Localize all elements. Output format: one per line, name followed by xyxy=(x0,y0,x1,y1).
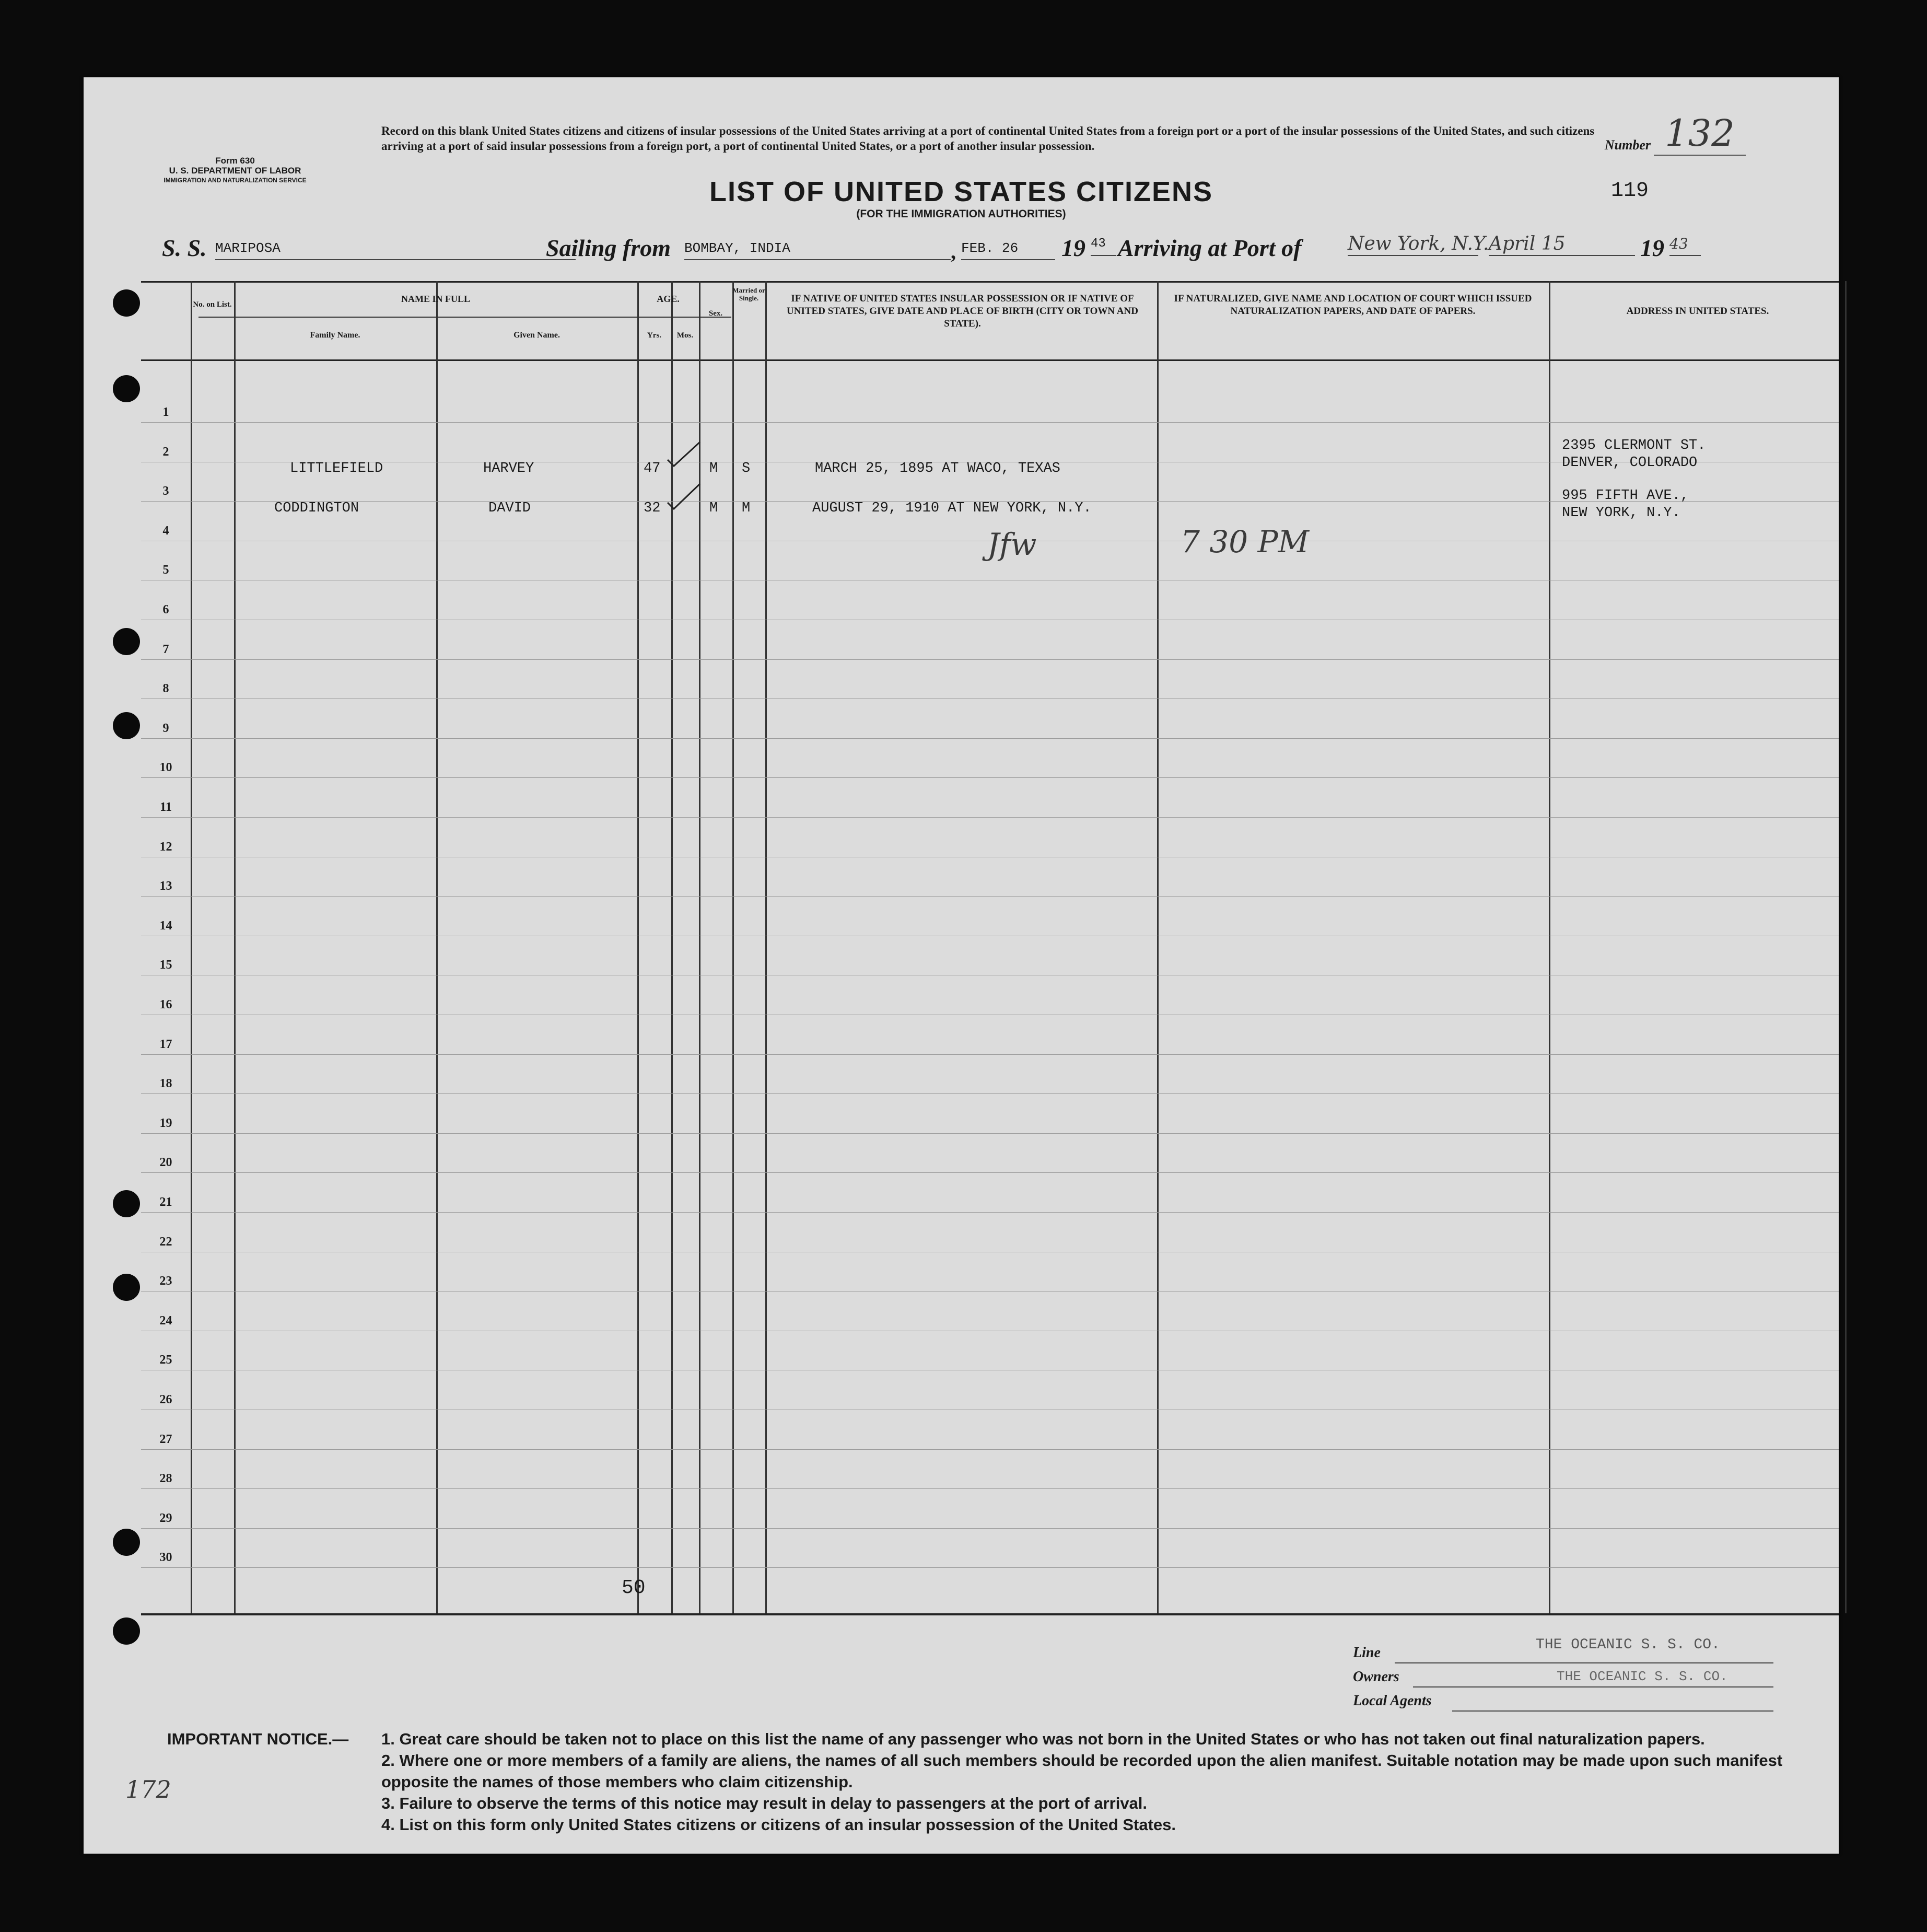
row-rule xyxy=(141,1093,1839,1094)
line-underline xyxy=(1395,1662,1773,1663)
notice-text: 3. Failure to observe the terms of this notice may result in delay to passengers at the port of arrival. xyxy=(381,1794,1148,1812)
table-bottom-rule xyxy=(141,1613,1839,1615)
departure-year: 43 xyxy=(1091,234,1116,256)
row-rule xyxy=(141,1567,1839,1568)
header-address: ADDRESS IN UNITED STATES. xyxy=(1626,306,1769,317)
binder-hole xyxy=(113,375,140,402)
notice-item xyxy=(167,1728,1818,1750)
row-number: 7 xyxy=(162,643,169,656)
row-number: 28 xyxy=(159,1472,172,1485)
family-name: CODDINGTON xyxy=(274,501,359,516)
header-age: AGE. xyxy=(657,294,680,304)
address-line-1: 995 FIFTH AVE., xyxy=(1562,488,1689,504)
given-name: DAVID xyxy=(488,501,531,516)
header-given-name: Given Name. xyxy=(513,331,560,340)
owners-underline xyxy=(1413,1686,1773,1687)
header-naturalized: IF NATURALIZED, GIVE NAME AND LOCATION OF COURT WHICH ISSUED NATURALIZATION PAPERS, AND DATE OF PAPERS. xyxy=(1174,293,1532,317)
row-rule xyxy=(141,777,1839,778)
header-number: No. on List. xyxy=(193,300,232,309)
row-rule xyxy=(141,422,1839,423)
sequence-number: 119 xyxy=(1610,179,1649,203)
ss-label: S. S. xyxy=(162,235,207,261)
row-number: 6 xyxy=(162,603,169,616)
header-months: Mos. xyxy=(676,331,694,340)
departure-year-prefix: 19 xyxy=(1061,235,1085,261)
birth-details: MARCH 25, 1895 AT WACO, TEXAS xyxy=(815,461,1060,476)
row-rule xyxy=(141,1449,1839,1450)
important-notice xyxy=(167,1728,1818,1835)
arrival-year-prefix: 19 xyxy=(1640,235,1664,261)
binder-hole xyxy=(113,1190,140,1217)
birth-details: AUGUST 29, 1910 AT NEW YORK, N.Y. xyxy=(812,501,1092,516)
form-title: LIST OF UNITED STATES CITIZENS xyxy=(709,176,1213,207)
row-rule xyxy=(141,1133,1839,1134)
total-count: 50 xyxy=(622,1577,646,1599)
row-number: 3 xyxy=(162,484,169,498)
owners-label: Owners xyxy=(1353,1669,1399,1685)
local-agents-underline xyxy=(1452,1710,1773,1712)
header-family-name: Family Name. xyxy=(310,331,360,340)
arrival-port: New York, N.Y. xyxy=(1348,234,1478,256)
row-number: 10 xyxy=(159,761,172,774)
address-line-2: DENVER, COLORADO xyxy=(1562,455,1698,471)
line-value: THE OCEANIC S. S. CO. xyxy=(1536,1637,1720,1653)
column-divider xyxy=(1157,281,1159,1613)
number-value: 132 xyxy=(1654,112,1746,156)
column-divider xyxy=(191,281,192,1613)
column-divider xyxy=(234,281,236,1613)
row-rule xyxy=(141,659,1839,660)
row-number: 5 xyxy=(162,563,169,577)
row-rule xyxy=(141,1172,1839,1173)
header-married-single: Married or Single. xyxy=(732,286,765,302)
arrival-date: April 15 xyxy=(1489,234,1635,256)
number-label: Number xyxy=(1604,137,1651,153)
service-name: IMMIGRATION AND NATURALIZATION SERVICE xyxy=(163,177,307,184)
departure-date: FEB. 26 xyxy=(961,238,1055,260)
row-number: 29 xyxy=(159,1511,172,1525)
sex: M xyxy=(709,461,718,476)
form-instructions: Record on this blank United States citizens and citizens of insular possessions of the United States arriving at a port of continental United States from a foreign port or a port of the insular possessions of the United States, and such citizens arriving at a port of said insular possessions from a foreign port, a port of continental United States, or a port of another insular possession. xyxy=(381,124,1595,153)
row-rule xyxy=(141,1528,1839,1529)
header-sex: Sex. xyxy=(708,309,723,318)
department-name: U. S. DEPARTMENT OF LABOR xyxy=(169,166,301,176)
row-number: 19 xyxy=(159,1116,172,1130)
age-years: 47 xyxy=(644,461,661,476)
departure-port: BOMBAY, INDIA xyxy=(684,238,951,260)
column-divider xyxy=(436,281,438,1613)
row-rule xyxy=(141,1488,1839,1489)
row-number: 1 xyxy=(162,405,169,419)
row-number: 25 xyxy=(159,1353,172,1367)
row-number: 21 xyxy=(159,1195,172,1209)
local-agents-label: Local Agents xyxy=(1353,1693,1432,1709)
column-divider xyxy=(637,281,639,1613)
row-number: 12 xyxy=(159,840,172,854)
arrival-year: 43 xyxy=(1669,234,1701,256)
line-label: Line xyxy=(1353,1645,1381,1661)
row-number: 18 xyxy=(159,1077,172,1090)
row-number: 15 xyxy=(159,958,172,972)
row-number: 17 xyxy=(159,1038,172,1051)
row-number: 16 xyxy=(159,998,172,1011)
row-number: 8 xyxy=(162,682,169,695)
header-name-in-full: NAME IN FULL xyxy=(401,294,470,304)
row-rule xyxy=(141,817,1839,818)
notice-item xyxy=(167,1750,1818,1793)
family-name: LITTLEFIELD xyxy=(290,461,383,476)
row-number: 27 xyxy=(159,1433,172,1446)
row-rule xyxy=(141,738,1839,739)
row-number: 24 xyxy=(159,1314,172,1328)
header-years: Yrs. xyxy=(647,331,662,340)
row-number: 20 xyxy=(159,1156,172,1169)
manifest-sheet xyxy=(84,77,1839,1854)
sex: M xyxy=(709,501,718,516)
name-subheader-rule xyxy=(198,317,731,318)
comma: , xyxy=(951,240,956,263)
marital-status: S xyxy=(742,461,751,476)
binder-hole xyxy=(113,1529,140,1556)
row-number: 2 xyxy=(162,445,169,459)
check-mark-icon xyxy=(663,438,705,521)
column-divider xyxy=(1549,281,1550,1613)
row-rule xyxy=(141,896,1839,897)
row-number: 14 xyxy=(159,919,172,933)
arriving-label: Arriving at Port of xyxy=(1118,235,1302,261)
row-number: 23 xyxy=(159,1274,172,1288)
header-birth: IF NATIVE OF UNITED STATES INSULAR POSSESSION OR IF NATIVE OF UNITED STATES, GIVE DATE AND PLACE OF BIRTH (CITY OR TOWN AND STATE). xyxy=(787,293,1138,329)
notice-text: 4. List on this form only United States citizens or citizens of an insular possession of the United States. xyxy=(381,1815,1176,1834)
ship-name: MARIPOSA xyxy=(215,238,576,260)
row-rule xyxy=(141,1054,1839,1055)
row-number: 13 xyxy=(159,879,172,893)
binder-hole xyxy=(113,628,140,655)
row-number: 11 xyxy=(160,800,172,814)
address-line-2: NEW YORK, N.Y. xyxy=(1562,505,1680,521)
given-name: HARVEY xyxy=(483,461,534,476)
margin-note: 172 xyxy=(125,1775,171,1803)
row-rule xyxy=(141,1212,1839,1213)
age-years: 32 xyxy=(644,501,661,516)
binder-hole xyxy=(113,1274,140,1301)
notice-item xyxy=(167,1814,1818,1835)
arrival-time-note: 7 30 PM xyxy=(1181,524,1309,560)
binder-hole xyxy=(113,1617,140,1645)
header-bottom-rule xyxy=(141,359,1839,361)
inspector-initials: Jfw xyxy=(987,527,1037,562)
column-divider xyxy=(765,281,767,1613)
form-subtitle: (FOR THE IMMIGRATION AUTHORITIES) xyxy=(856,208,1066,220)
sailing-from-label: Sailing from xyxy=(546,235,671,261)
row-number: 9 xyxy=(162,721,169,735)
binder-hole xyxy=(113,289,140,317)
marital-status: M xyxy=(742,501,751,516)
row-number: 26 xyxy=(159,1393,172,1406)
column-divider xyxy=(732,281,734,1613)
notice-text: 1. Great care should be taken not to place on this list the name of any passenger who was not born in the United States or who has not taken out final naturalization papers. xyxy=(381,1730,1705,1748)
notice-item xyxy=(167,1793,1818,1814)
table-top-rule xyxy=(141,281,1839,283)
row-number: 4 xyxy=(162,524,169,538)
form-number: Form 630 xyxy=(215,156,255,166)
passenger-table xyxy=(141,281,1839,1613)
notice-heading: IMPORTANT NOTICE.— xyxy=(167,1730,349,1748)
row-number: 22 xyxy=(159,1235,172,1249)
address-line-1: 2395 CLERMONT ST. xyxy=(1562,438,1706,453)
binder-hole xyxy=(113,712,140,739)
owners-value: THE OCEANIC S. S. CO. xyxy=(1557,1669,1728,1684)
row-number: 30 xyxy=(159,1551,172,1564)
column-divider xyxy=(1845,281,1847,1613)
notice-text: 2. Where one or more members of a family are aliens, the names of all such members should be recorded upon the alien manifest. Suitable notation may be made upon such manifest opposite the names of those members who claim citizenship. xyxy=(381,1751,1783,1791)
